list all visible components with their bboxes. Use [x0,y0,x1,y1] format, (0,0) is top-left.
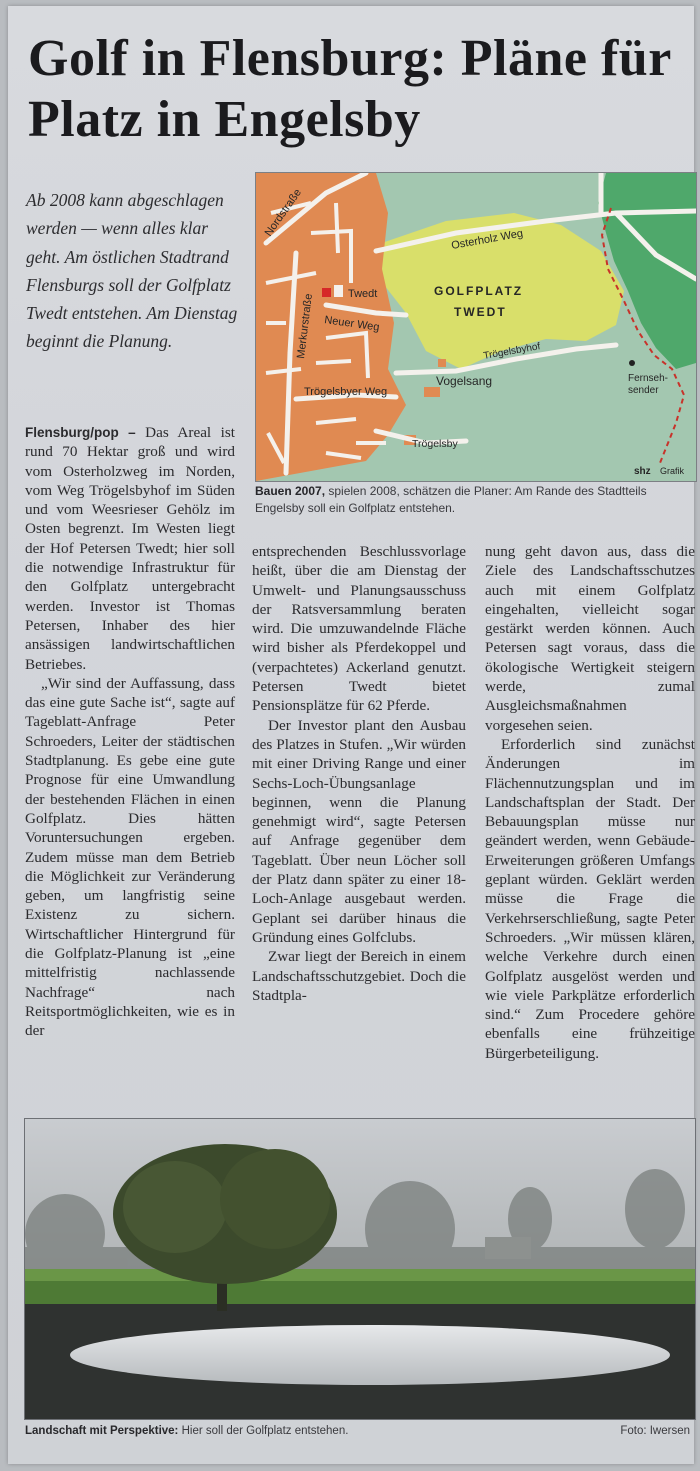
dateline: Flensburg/pop – [25,425,136,440]
map-label-troegelsby: Trögelsby [412,438,458,450]
photo-credit: Foto: Iwersen [620,1425,690,1437]
newspaper-page [8,6,694,1464]
map-caption-bold: Bauen 2007, [255,484,326,498]
map-credit-logo: shz [634,466,651,477]
lead-paragraph: Ab 2008 kann abgeschlagen werden — wenn alles klar geht. Am östlichen Stadtrand Flensburgs soll der Golfplatz Twedt entstehen. Am Dienstag beginnt die Planung. [26,190,238,352]
map-village-patch [424,387,440,397]
map-village-patch [438,359,446,367]
article-paragraph: Zwar liegt der Bereich in einem Landschaftsschutzgebiet. Doch die Stadtpla- [252,948,466,1004]
landscape-photo [24,1118,696,1420]
article-paragraph: nung geht davon aus, dass die Ziele des Landschaftsschutzes auch mit einem Golfplatz eingehalten, vielleicht sogar gestärkt werden können. Auch Petersen sagt voraus, dass die ökologische Wertigkeit steigern werde, zumal Ausgleichsmaßnahmen vorgesehen seien. [485,543,695,734]
article-column-1 [25,423,235,1041]
map-label-nordstrasse: Nordstraße [262,186,305,239]
article-column-3 [485,542,695,1063]
article-column-2 [252,542,466,1005]
map-label-fernsehsender-1: Fernseh- [628,373,669,384]
photo-meadow-light [25,1269,695,1281]
map-marker-twedt [334,285,343,297]
photo-distant-tree [625,1169,685,1249]
map-label-golfplatz-1: GOLFPLATZ [434,284,524,298]
map-label-golfplatz-2: TWEDT [454,305,507,319]
headline: Golf in Flensburg: Pläne für Platz in Engelsby [28,30,671,148]
photo-oak-crown [220,1149,330,1249]
map-graphic [255,172,697,482]
map-caption [255,483,695,517]
map-label-neuer-weg: Neuer Weg [323,314,381,334]
photo-oak-crown [123,1161,227,1253]
article-paragraph: „Wir sind der Auffassung, dass das eine gute Sache ist“, sagte auf Tageblatt-Anfrage Peter Schroeders, Leiter der städtischen Stadtplanung. Es gebe eine gute Prognose für eine Umwandlung der bestehenden Flächen in einen Golfplatz. Dies hätten Voruntersuchungen ergeben. Zudem müsse man dem Betrieb die Möglichkeit zur Veränderung geben, um langfristig seine Existenz zu sichern. Wirtschaftlicher Hintergrund für die Golfplatz-Planung ist „eine mittelfristig nachlassende Nachfrage“ nach Reitsportmöglichkeiten, wie es in der [25,674,235,1040]
photo-caption [25,1423,690,1439]
map-label-osterholz: Osterholz Weg [450,227,524,252]
map-caption-text: spielen 2008, schätzen die Planer: Am Rande des Stadtteils Engelsby soll ein Golfplatz entstehen. [255,484,647,515]
photo-pond [70,1325,670,1385]
map-marker-fernsehsender [629,360,635,366]
photo-caption-text: Hier soll der Golfplatz entstehen. [178,1425,349,1437]
article-paragraph: Erforderlich sind zunächst Änderungen im Flächennutzungsplan und im Landschaftsplan der Stadt. Der Bebauungsplan müsse nur geändert werden, wenn Gebäude-Erweiterungen größeren Umfangs geplant würden. Geklärt werden müsse die Frage die Verkehrserschließung, sagte Peter Schroeders. „Wir müssen klären, welche Verkehre durch einen Golfplatz ausgelöst werden und wie viele Parkplätze erforderlich sind.“ Zum Procedere gehöre ebenfalls eine frühzeitige Bürgerbeteiligung. [485,735,695,1062]
photo-house [485,1237,531,1259]
map-label-merkurstrasse: Merkurstraße [295,292,315,360]
article-paragraph: Der Investor plant den Ausbau des Platzes in Stufen. „Wir würden mit einer Driving Range und einer Sechs-Loch-Übungsanlage beginnen, wenn die Planung genehmigt wird“, sagte Petersen auf Anfrage gegenüber dem Tageblatt. Über neun Löcher soll der Platz dann später zu einer 18-Loch-Anlage ausgebaut werden. Geplant sei darüber hinaus die Gründung eines Golfclubs. [252,716,466,946]
map-label-troegelsbyer-weg: Trögelsbyer Weg [304,386,388,398]
map-label-vogelsang: Vogelsang [436,374,493,388]
article-paragraph [25,423,235,674]
article-paragraph: entsprechenden Beschlussvorlage heißt, über die am Dienstag der Umwelt- und Planungsausschuss der Ratsversammlung beraten wird. Die umzuwandelnde Fläche wird bisher als Pferdekoppel und (verpachtetes) Ackerland genutzt. Petersen Twedt bietet Pensionsplätze für 62 Pferde. [252,543,466,715]
map-label-fernsehsender-2: sender [628,385,659,396]
map-label-twedt: Twedt [348,288,378,300]
map-label-troegelsbyhof: Trögelsbyhof [482,341,542,362]
photo-caption-bold: Landschaft mit Perspektive: [25,1425,179,1437]
map-credit-text: Grafik [660,466,685,476]
map-marker-twedt [322,288,331,297]
paragraph-text: Das Areal ist rund 70 Hektar groß und wird vom Osterholzweg im Norden, vom Weg Trögelsbyhof im Süden und vom Weesrieser Gehölz im Osten begrenzt. Im Westen liegt der Hof Petersen Twedt; hier soll die notwendige Infrastruktur für den Golfplatz untergebracht werden. Investor ist Thomas Petersen, Inhaber des hier ansässigen landwirtschaftlichen Betriebes. [25,424,235,673]
